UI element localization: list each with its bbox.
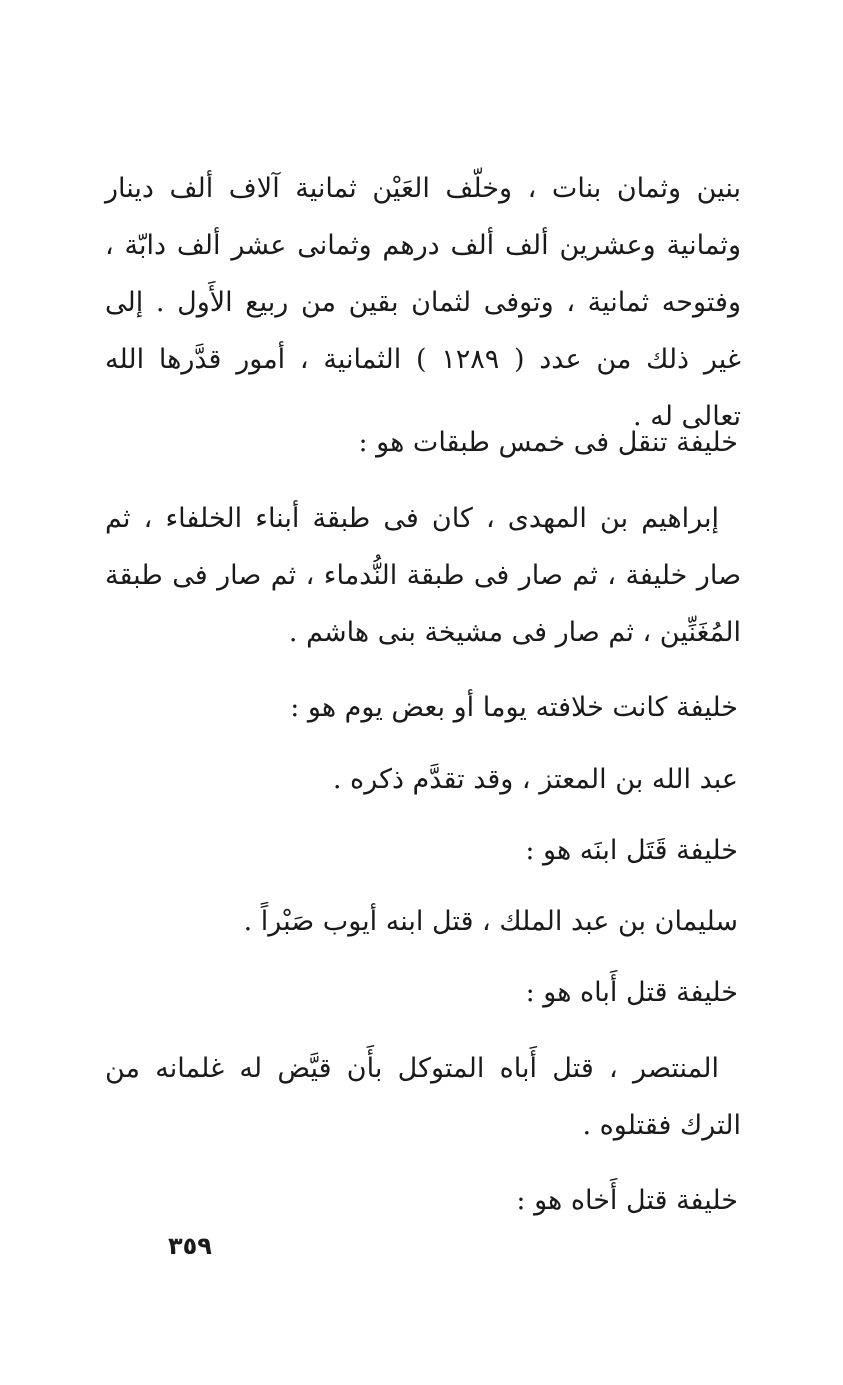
heading-one-day-caliph: خليفة كانت خلافته يوما أو بعض يوم هو : (290, 692, 738, 723)
paragraph-muntasir: المنتصر ، قتل أَباه المتوكل بأَن قيَّض له غلمانه من الترك فقتلوه . (105, 1053, 741, 1141)
heading-five-ranks: خليفة تنقل فى خمس طبقات هو : (358, 427, 738, 458)
paragraph-ibn-almutazz: عبد الله بن المعتز ، وقد تقدَّم ذكره . (332, 764, 738, 795)
heading-killed-father: خليفة قتل أَباه هو : (525, 977, 738, 1008)
heading-killed-brother: خليفة قتل أَخاه هو : (516, 1185, 738, 1216)
paragraph-wealth: بنين وثمان بنات ، وخلّف العَيْن ثمانية آلاف ألف دينار وثمانية وعشرين ألف ألف درهم وثمانى عشر ألف دابّة ، وفتوحه ثمانية ، وتوفى لثمان بقين من ربيع الأَول . إلى غير ذلك من عدد ( ١٢٨٩ ) الثمانية ، أمور قدَّرها الله تعالى له . (105, 173, 741, 432)
paragraph-ibrahim: إبراهيم بن المهدى ، كان فى طبقة أبناء الخلفاء ، ثم صار خليفة ، ثم صار فى طبقة النُّدماء ، ثم صار فى طبقة المُغَنِّين ، ثم صار فى مشيخة بنى هاشم . (105, 503, 741, 648)
paragraph-sulayman: سليمان بن عبد الملك ، قتل ابنه أيوب صَبْراً . (243, 906, 738, 937)
page-number: ٣٥٩ (168, 1232, 212, 1260)
heading-killed-son: خليفة قَتَل ابنَه هو : (525, 835, 738, 866)
